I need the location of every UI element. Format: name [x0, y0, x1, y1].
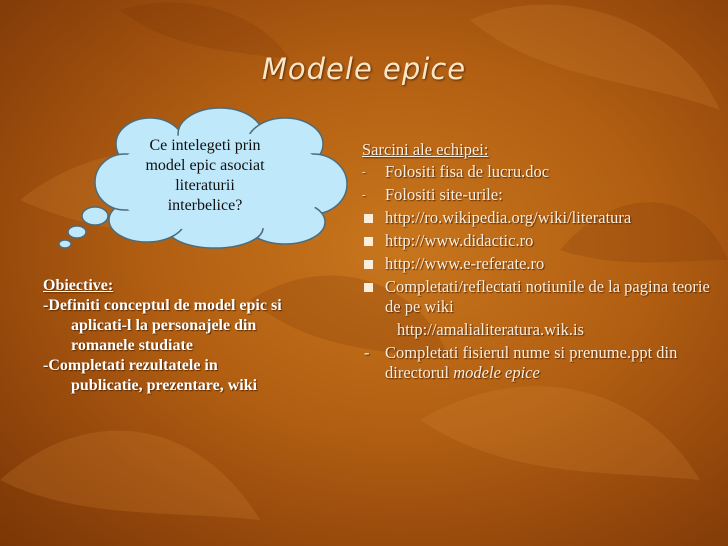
task-item: http://www.didactic.ro [362, 231, 722, 251]
tasks-block [362, 140, 722, 383]
task-item: Completati/reflectati notiunile de la pagina teorie de pe wiki [362, 277, 722, 317]
dash-bullet: - [364, 343, 370, 362]
square-bullet-icon [364, 260, 373, 269]
objectives-heading: Obiective: [43, 277, 114, 294]
task-item: - Folositi site-urile: [362, 185, 503, 204]
slide-title: Modele epice [261, 52, 467, 86]
dash-bullet: - [362, 189, 366, 201]
cloud-question: Ce intelegeti prin model epic asociat literaturii interbelice? [145, 137, 265, 214]
objectives-block [43, 276, 358, 396]
square-bullet-icon [364, 237, 373, 246]
task-item: - Completati fisierul nume si prenume.ppt din directorul modele epice [364, 343, 678, 382]
task-item: http://www.e-referate.ro [362, 254, 722, 274]
objective-item: -Completati rezultatele in publicatie, prezentare, wiki [43, 357, 258, 394]
task-item: - Folositi fisa de lucru.doc [362, 162, 550, 181]
objective-item: -Definiti conceptul de model epic si aplicati-l la personajele din romanele studiate [43, 297, 282, 354]
tasks-heading: Sarcini ale echipei: [362, 140, 489, 159]
square-bullet-icon [364, 283, 373, 292]
task-item: http://ro.wikipedia.org/wiki/literatura [362, 208, 722, 228]
square-bullet-icon [364, 214, 373, 223]
wiki-url: http://amalialiteratura.wik.is [397, 320, 584, 339]
dash-bullet: - [362, 166, 366, 178]
